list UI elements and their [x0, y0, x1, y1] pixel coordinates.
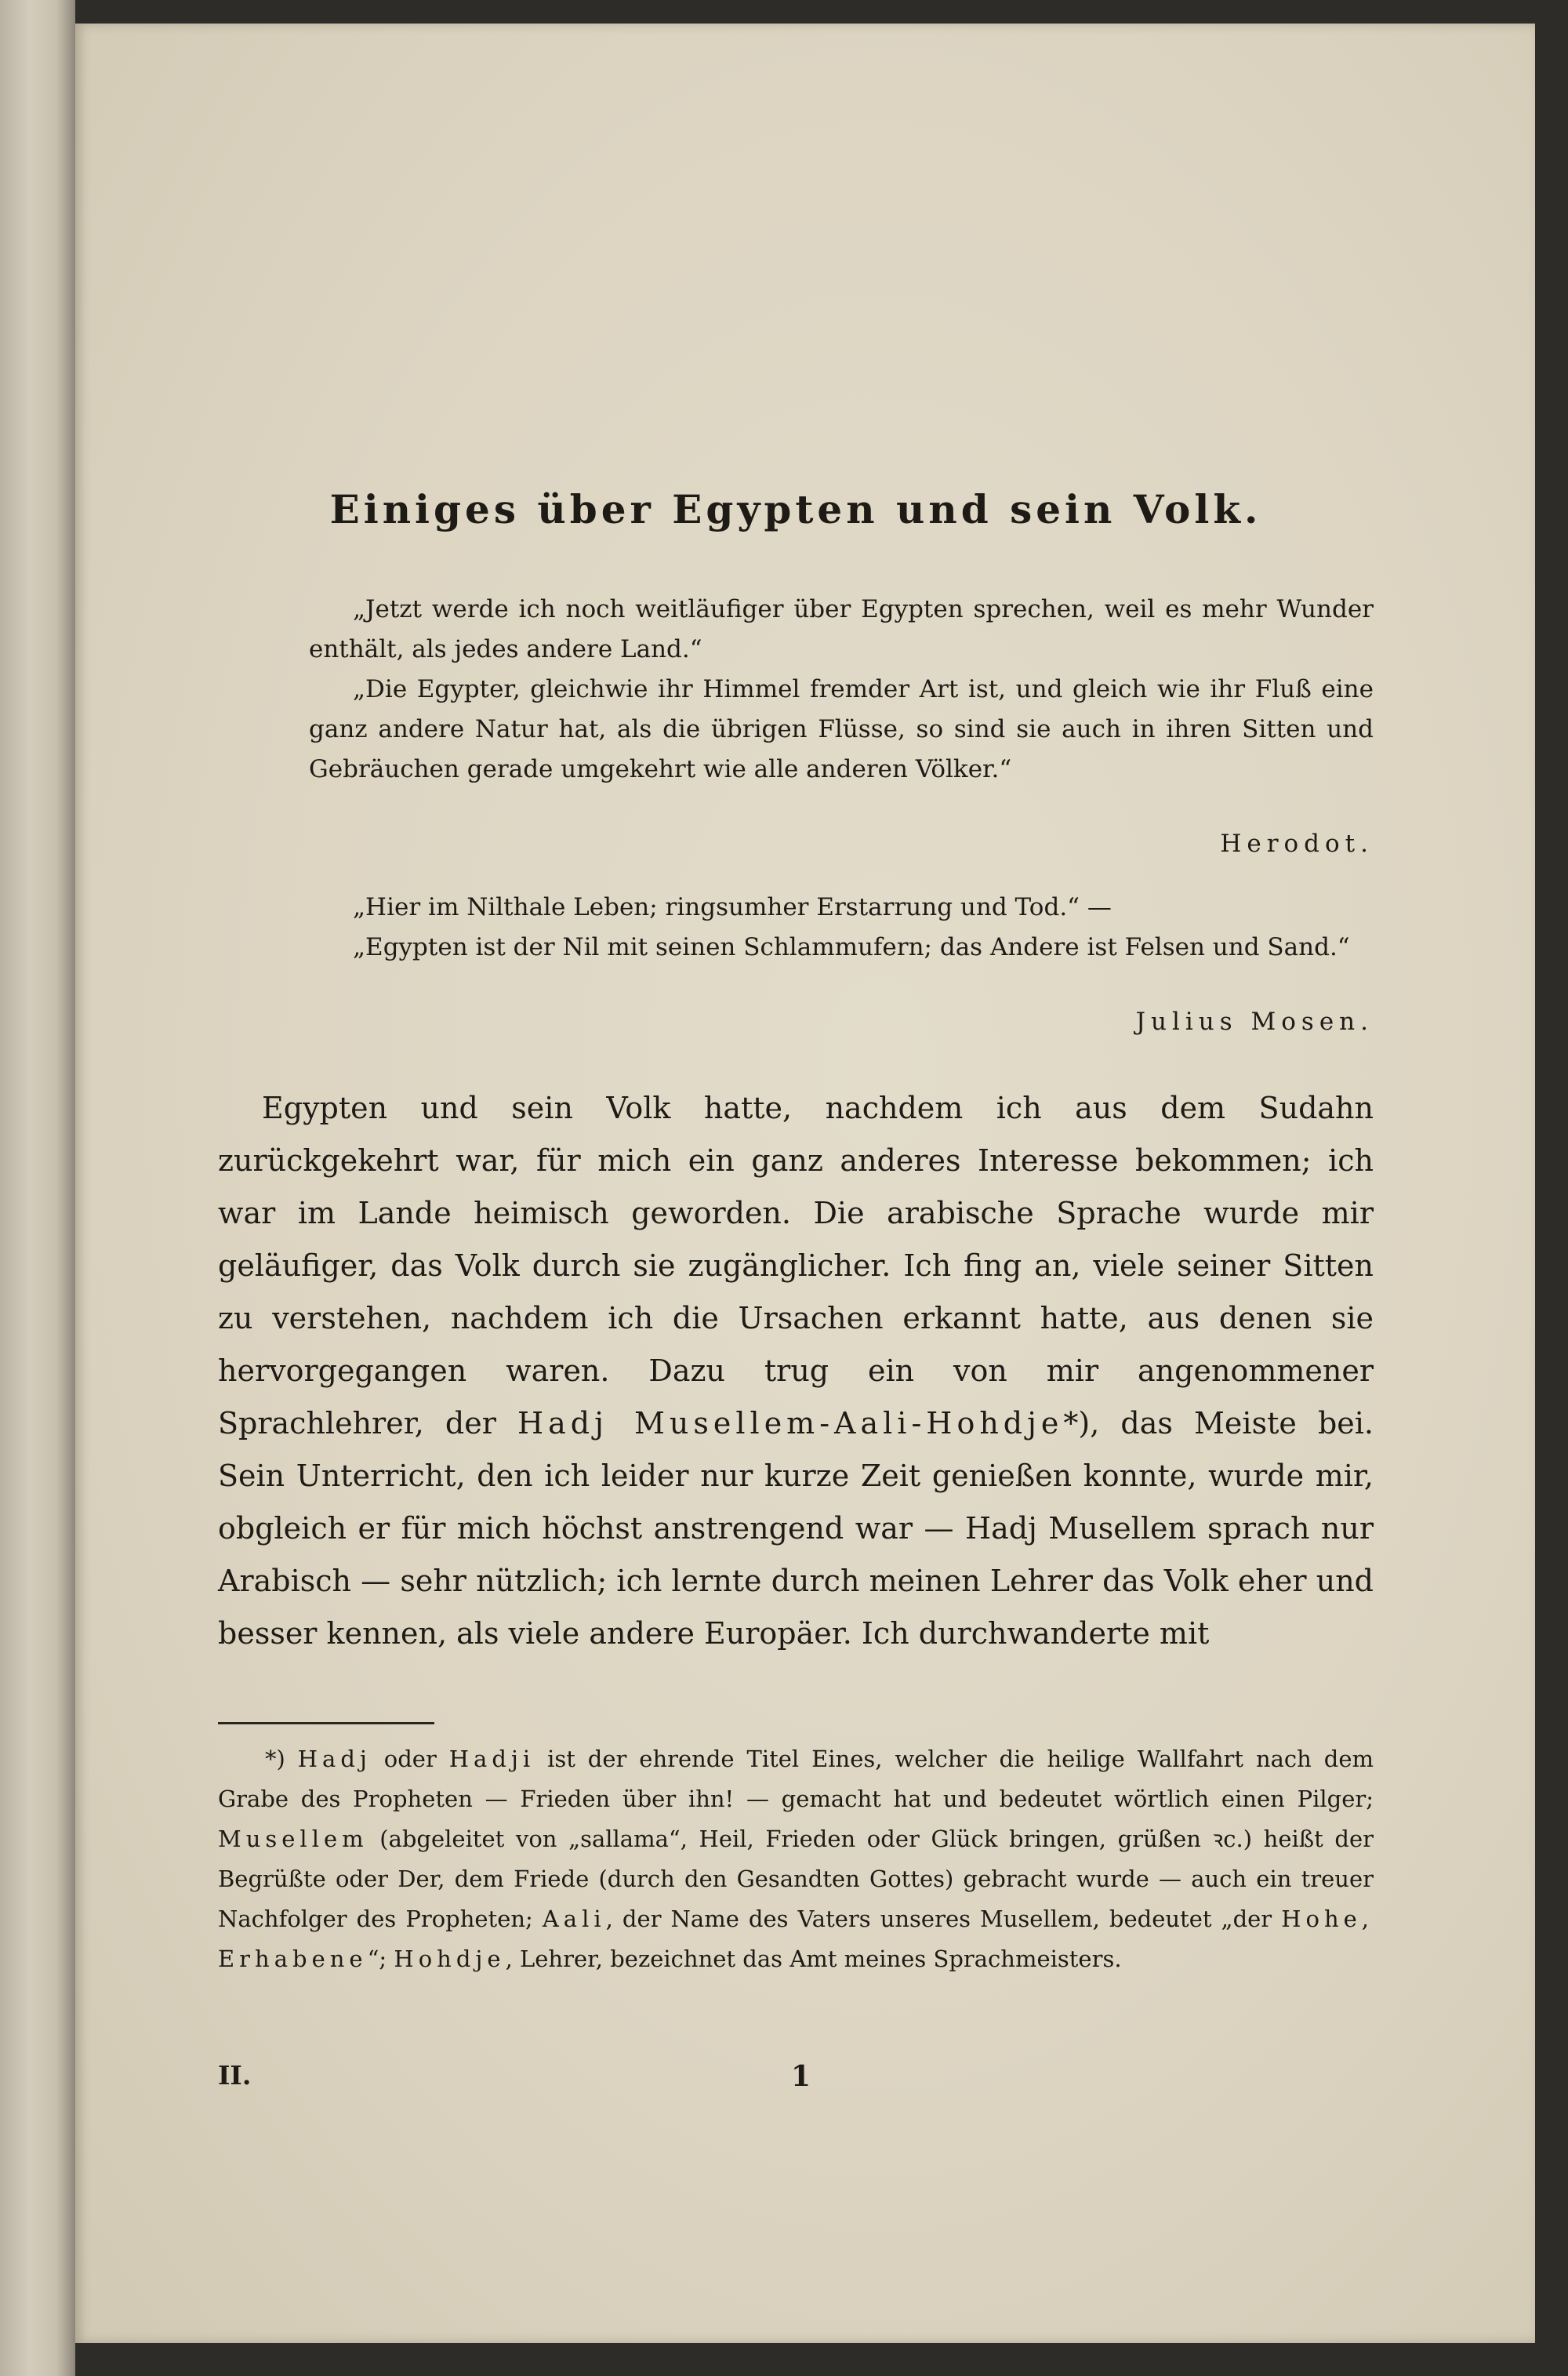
footnote-term-hadji: Hadji [448, 1746, 535, 1772]
footnote [218, 1739, 1374, 1979]
body-text-1: Egypten und sein Volk hatte, nachdem ich aus dem Sudahn zurückgekehrt war, für mich ein ganz anderes Interesse bekommen; ich war im Lande heimisch geworden. Die arabische Sprache wurde mir geläufiger, das Volk durch sie zugänglicher. Ich fing an, viele seiner Sitten zu verstehen, nachdem ich die Ursachen erkannt hatte, aus denen sie hervorgegangen waren. Dazu trug ein von mir angenommener Sprachlehrer, der [218, 1091, 1374, 1440]
body-name-hadj-musellem: Hadj Musellem-Aali-Hohdje [517, 1406, 1064, 1440]
chapter-title: Einiges über Egypten und sein Volk. [329, 486, 1262, 532]
signature-mark: II. [218, 2060, 252, 2091]
footnote-text-2: ist der ehrende Titel Eines, welcher die heilige Wallfahrt nach dem Grabe des Propheten — Frieden über ihn! — gemacht hat und bedeutet wörtlich einen Pilger; [218, 1746, 1374, 1812]
body-text-2: *), das Meiste bei. Sein Unterricht, den ich leider nur kurze Zeit genießen konnte, wurde mir, obgleich er für mich höchst anstrengend war — Hadj Musellem sprach nur Arabisch — sehr nützlich; ich lernte durch meinen Lehrer das Volk eher und besser kennen, als viele andere Europäer. Ich durchwanderte mit [218, 1406, 1374, 1651]
epigraph-mosen-quote-1: „Hier im Nilthale Leben; ringsumher Erstarrung und Tod.“ — [353, 893, 1112, 921]
epigraph-mosen-quote-2: „Egypten ist der Nil mit seinen Schlammufern; das Andere ist Felsen und Sand.“ [353, 933, 1350, 961]
book-page [75, 24, 1535, 2343]
footnote-term-aali: Aali [542, 1906, 606, 1932]
footnote-rule [218, 1722, 434, 1724]
footnote-text-5: “; [367, 1945, 394, 1972]
page-number: 1 [791, 2060, 811, 2093]
footnote-term-musellem: Musellem [218, 1826, 368, 1852]
footnote-text-3: (abgeleitet von „sallama“, Heil, Frieden oder Glück bringen, grüßen ꝛc.) heißt der Begrüßte oder Der, dem Friede (durch den Gesandten Gottes) gebracht wurde — auch ein treuer Nachfolger des Propheten; [218, 1826, 1374, 1932]
footnote-term-hohdje: Hohdje [394, 1945, 506, 1972]
footnote-marker: *) [265, 1746, 298, 1772]
footnote-text-4: , der Name des Vaters unseres Musellem, bedeutet „der [605, 1906, 1282, 1932]
epigraph-herodot-quote-2: „Die Egypter, gleichwie ihr Himmel fremder Art ist, und gleich wie ihr Fluß eine ganz andere Natur hat, als die übrigen Flüsse, so sind sie auch in ihren Sitten und Gebräuchen gerade umgekehrt wie alle anderen Völker.“ [309, 675, 1374, 783]
epigraph-herodot-author: Herodot. [1220, 830, 1374, 858]
footnote-term-hohe: Hohe, Erhabene [218, 1906, 1374, 1972]
footnote-text-6: , Lehrer, bezeichnet das Amt meines Sprachmeisters. [505, 1945, 1122, 1972]
footnote-text-1: oder [371, 1746, 449, 1772]
epigraph-mosen-author: Julius Mosen. [1135, 1008, 1374, 1036]
book-spine-edge [0, 0, 75, 2376]
footnote-term-hadj: Hadj [297, 1746, 372, 1772]
body-paragraph [218, 1082, 1374, 1660]
epigraph-herodot-quote-1: „Jetzt werde ich noch weitläufiger über Egypten sprechen, weil es mehr Wunder enthält, als jedes andere Land.“ [309, 595, 1374, 663]
